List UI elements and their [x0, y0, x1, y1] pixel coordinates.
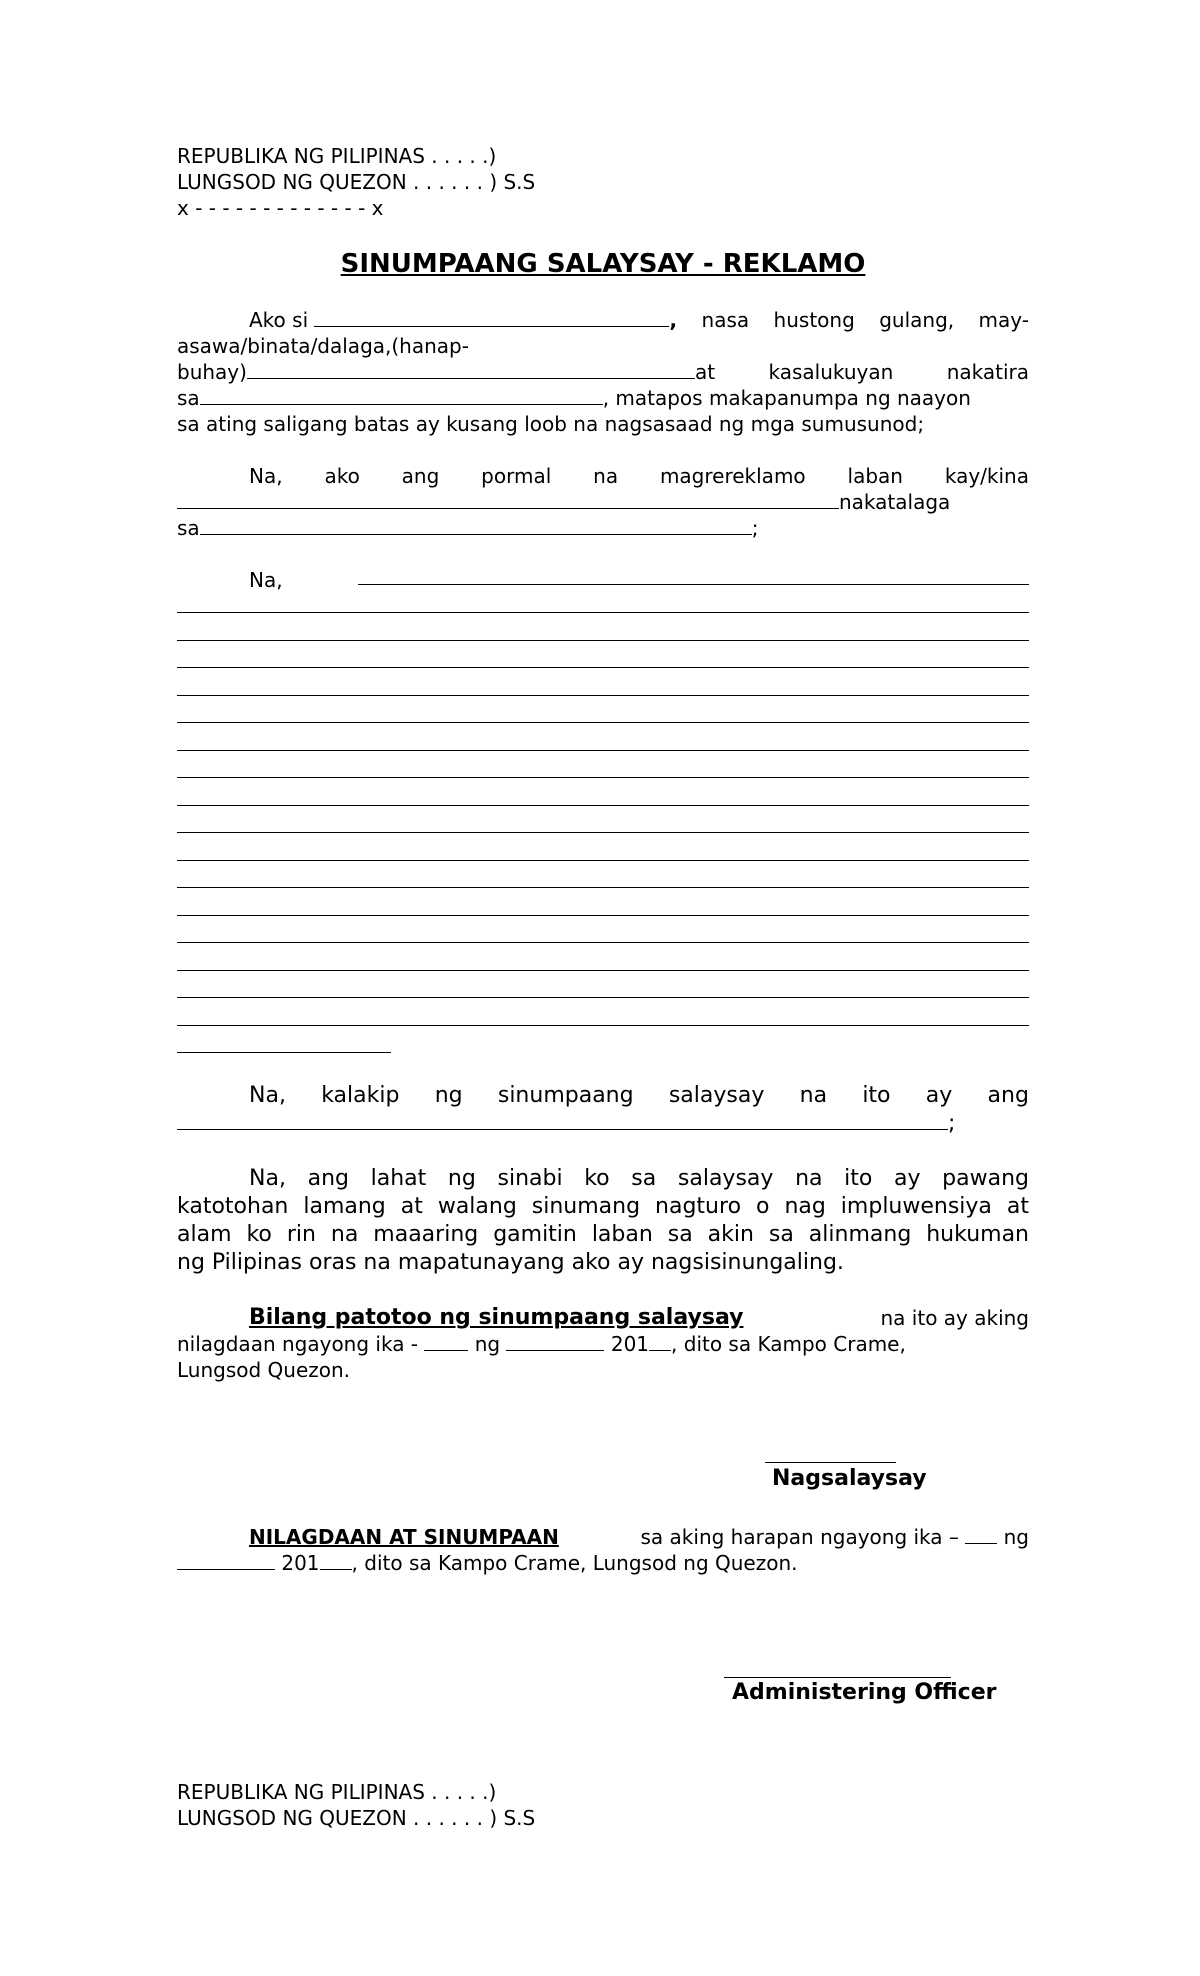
header-line-3: x - - - - - - - - - - - - - x — [177, 196, 384, 220]
para6-line-3: Lungsod Quezon. — [177, 1358, 351, 1382]
year-prefix: 201 — [281, 1551, 320, 1575]
narrative-line[interactable] — [177, 695, 1029, 696]
year-blank[interactable] — [649, 1350, 671, 1351]
word: ito — [862, 1083, 891, 1108]
word: laban — [847, 464, 903, 488]
narrative-line[interactable] — [177, 640, 1029, 641]
para1-line-4 — [177, 385, 1029, 411]
respondent-blank[interactable] — [177, 508, 839, 509]
sa-text: sa — [177, 386, 200, 410]
footer-line-1: REPUBLIKA NG PILIPINAS . . . . .) — [177, 1780, 497, 1804]
narrative-line[interactable] — [177, 612, 1029, 613]
para2-line-2 — [177, 489, 1029, 515]
narrative-line[interactable] — [177, 805, 1029, 806]
semicolon: ; — [948, 1111, 956, 1136]
narrative-line[interactable] — [177, 667, 1029, 668]
nagsalaysay-label: Nagsalaysay — [772, 1466, 927, 1491]
name-blank[interactable] — [314, 326, 669, 327]
administering-officer-label: Administering Officer — [732, 1680, 997, 1705]
narrative-line[interactable] — [177, 777, 1029, 778]
word: nakatira — [946, 360, 1029, 384]
word: magrereklamo — [659, 464, 806, 488]
para6-line-2 — [177, 1331, 1029, 1357]
footer-line-2: LUNGSOD NG QUEZON . . . . . . ) S.S — [177, 1806, 536, 1830]
year-prefix: 201 — [610, 1332, 650, 1356]
matapos-text: , matapos makapanumpa ng naayon — [602, 386, 971, 410]
narrative-line[interactable] — [177, 887, 1029, 888]
para5-line-3: alam ko rin na maaaring gamitin laban sa akin sa alinmang hukuman — [177, 1222, 1029, 1247]
word: ako — [324, 464, 360, 488]
attestation-phrase: Bilang patotoo ng sinumpaang salaysay — [249, 1305, 744, 1330]
nakatalaga-text: nakatalaga — [839, 490, 951, 514]
word: salaysay — [668, 1083, 765, 1108]
word: na — [593, 464, 619, 488]
word: may- — [978, 308, 1029, 332]
para6-text: ng — [474, 1332, 501, 1356]
narrative-line[interactable] — [177, 970, 1029, 971]
year-blank[interactable] — [320, 1569, 352, 1570]
assignment-blank[interactable] — [200, 534, 752, 535]
para3-na-text: Na, — [249, 568, 283, 592]
officer-signature-line[interactable] — [724, 1677, 951, 1678]
month-blank[interactable] — [506, 1350, 604, 1351]
word: ang — [401, 464, 440, 488]
para7-line-2 — [177, 1550, 1029, 1576]
document-title: SINUMPAANG SALAYSAY - REKLAMO — [340, 249, 866, 279]
header-line-2: LUNGSOD NG QUEZON . . . . . . ) S.S — [177, 170, 536, 194]
month-blank[interactable] — [177, 1569, 275, 1570]
occupation-blank[interactable] — [247, 378, 695, 379]
para1-line-1 — [177, 307, 1029, 333]
narrative-line[interactable] — [177, 722, 1029, 723]
narrative-line[interactable] — [177, 832, 1029, 833]
ako-si-text: Ako si — [249, 308, 309, 332]
para7-text: , dito sa Kampo Crame, Lungsod ng Quezon. — [351, 1551, 798, 1575]
para6-text: nilagdaan ngayong ika - — [177, 1332, 419, 1356]
word: kay/kina — [944, 464, 1029, 488]
narrative-line[interactable] — [177, 942, 1029, 943]
para5-line-4: ng Pilipinas oras na mapatunayang ako ay nagsisinungaling. — [177, 1250, 844, 1275]
para1-line-5: sa ating saligang batas ay kusang loob na nagsasaad ng mga sumusunod; — [177, 412, 925, 436]
para2-line-3 — [177, 515, 1029, 541]
word: at — [694, 360, 716, 384]
word: Na, — [249, 1083, 286, 1108]
para7-text: ng — [1003, 1525, 1029, 1549]
comma: , — [669, 308, 678, 332]
word: ay — [925, 1083, 953, 1108]
day-blank[interactable] — [965, 1543, 997, 1544]
buhay-text: buhay) — [177, 360, 247, 384]
narrative-line-first[interactable] — [358, 584, 1029, 585]
para7-line-1 — [177, 1524, 1029, 1550]
para5-text-1: Na, ang lahat ng sinabi ko sa salaysay na ito ay pawang — [249, 1166, 1029, 1191]
para4-line-2 — [177, 1110, 1029, 1138]
narrative-line[interactable] — [177, 1025, 1029, 1026]
word: pormal — [481, 464, 552, 488]
para2-line-1 — [177, 463, 1029, 489]
day-blank[interactable] — [424, 1350, 468, 1351]
address-blank[interactable] — [200, 404, 603, 405]
para7-text: sa aking harapan ngayong ika – — [640, 1525, 959, 1549]
para1-line-3 — [177, 359, 1029, 385]
word: gulang, — [879, 308, 955, 332]
word: ang — [987, 1083, 1029, 1108]
narrative-line[interactable] — [177, 860, 1029, 861]
para6-line-1 — [177, 1304, 1029, 1332]
para1-line-2: asawa/binata/dalaga,(hanap- — [177, 334, 469, 358]
para5-line-1 — [177, 1165, 1029, 1193]
word: sinumpaang — [497, 1083, 634, 1108]
nagsalaysay-signature-line[interactable] — [765, 1462, 896, 1463]
word: ng — [434, 1083, 463, 1108]
word: Na, — [249, 464, 283, 488]
word: kalakip — [321, 1083, 400, 1108]
para5-line-2: katotohan lamang at walang sinumang nagturo o nag impluwensiya at — [177, 1194, 1029, 1219]
word: na — [799, 1083, 828, 1108]
narrative-line[interactable] — [177, 997, 1029, 998]
para6-rest: na ito ay aking — [880, 1306, 1029, 1330]
narrative-line[interactable] — [177, 915, 1029, 916]
semicolon: ; — [751, 516, 759, 540]
narrative-line[interactable] — [177, 750, 1029, 751]
sa-text: sa — [177, 516, 200, 540]
header-line-1: REPUBLIKA NG PILIPINAS . . . . .) — [177, 144, 497, 168]
para6-text: , dito sa Kampo Crame, — [671, 1332, 906, 1356]
sworn-phrase: NILAGDAAN AT SINUMPAAN — [249, 1525, 559, 1549]
word: hustong — [773, 308, 855, 332]
narrative-line-last[interactable] — [177, 1052, 391, 1053]
para4-line-1 — [177, 1082, 1029, 1110]
attachment-blank[interactable] — [177, 1129, 948, 1130]
word: kasalukuyan — [768, 360, 894, 384]
word: nasa — [701, 308, 750, 332]
